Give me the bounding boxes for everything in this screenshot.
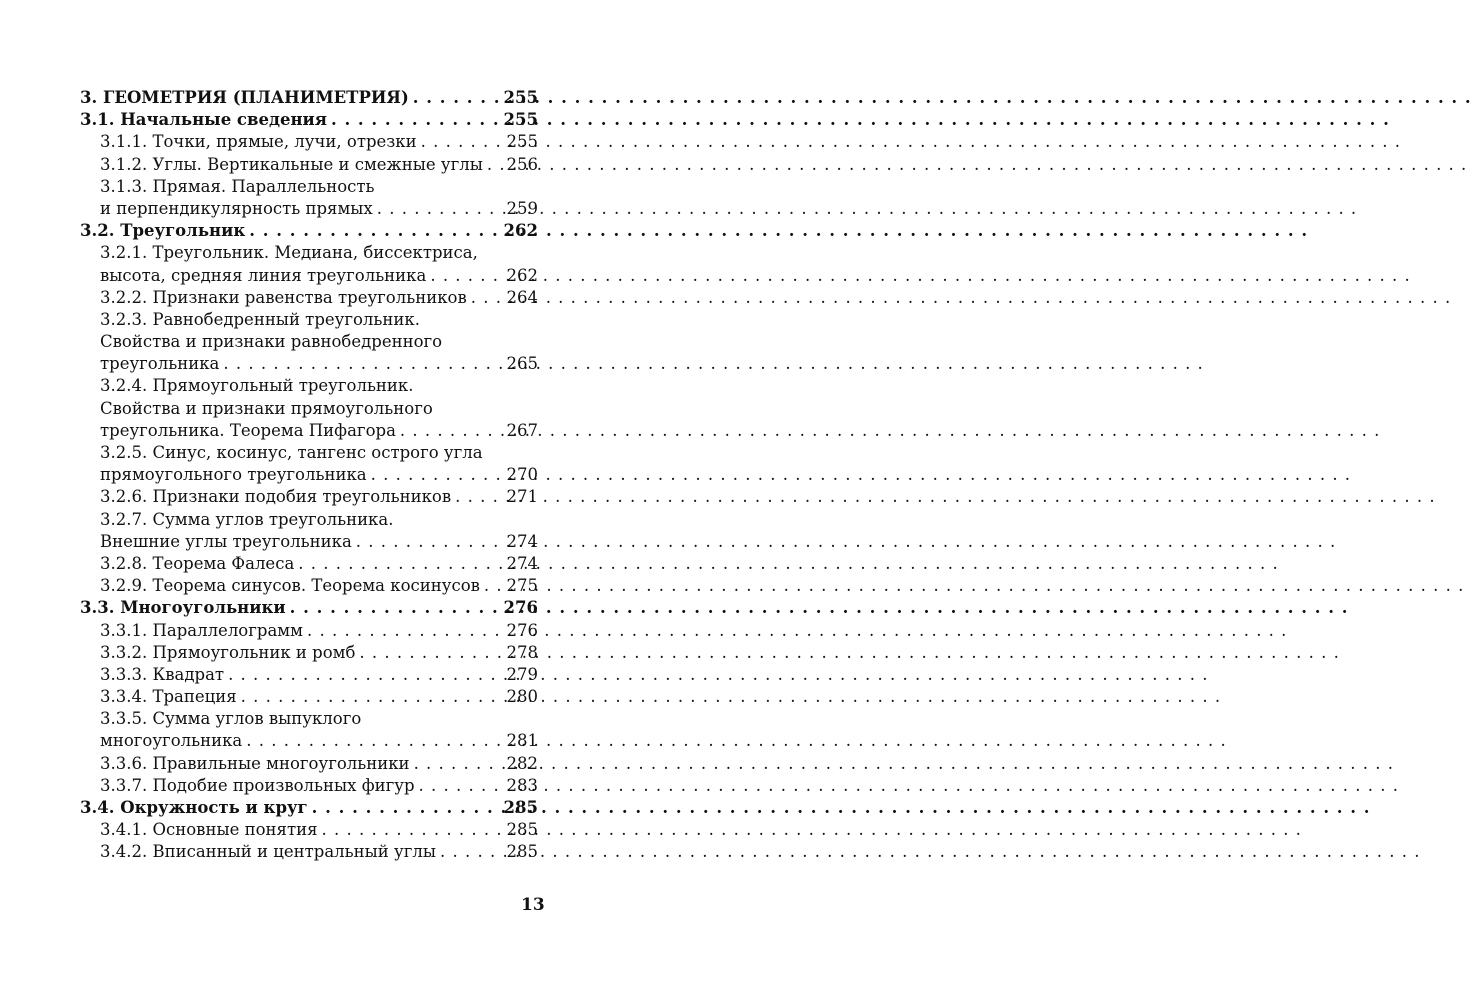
toc-entry	[80, 575, 538, 597]
dot-leader	[321, 819, 502, 841]
toc-entry	[80, 353, 538, 375]
toc-entry-page: 285	[506, 842, 538, 862]
toc-entry	[80, 176, 538, 198]
dot-leader	[371, 464, 502, 486]
toc-entry-title: 3.4.1. Основные понятия	[100, 820, 318, 840]
toc-entry	[80, 509, 538, 531]
toc-entry	[80, 486, 538, 508]
toc-entry-page: 264	[506, 287, 538, 307]
dot-leader	[471, 287, 502, 309]
toc-entry-page: 262	[506, 265, 538, 285]
toc-entry-page: 270	[506, 465, 538, 485]
toc-entry-title: 3.3.3. Квадрат	[100, 664, 225, 684]
toc-entry	[80, 730, 538, 752]
toc-entry-title: 3.3.1. Параллелограмм	[100, 620, 303, 640]
toc-entry-page: 280	[506, 687, 538, 707]
toc-entry-title: 3.2.8. Теорема Фалеса	[100, 553, 295, 573]
dot-leader	[400, 420, 502, 442]
toc-entry-title: 3.3.2. Прямоугольник и ромб	[100, 642, 356, 662]
toc-entry	[80, 686, 538, 708]
toc-entry-title: 3.1.2. Углы. Вертикальные и смежные углы	[100, 154, 483, 174]
toc-entry	[80, 420, 538, 442]
toc-entry-title: прямоугольного треугольника	[100, 465, 367, 485]
toc-entry	[80, 331, 538, 353]
toc-entry-title: Свойства и признаки прямоугольного	[100, 398, 433, 418]
toc-entry-page: 255	[503, 88, 538, 107]
dot-leader	[440, 841, 502, 863]
toc-entry	[80, 464, 538, 486]
toc-entry-page: 275	[506, 576, 538, 596]
dot-leader	[290, 597, 500, 619]
dot-leader	[331, 109, 500, 131]
dot-leader	[487, 154, 502, 176]
toc-entry-title: 3.2.7. Сумма углов треугольника.	[100, 509, 394, 529]
toc-entry-title: 3.4. Окружность и круг	[80, 798, 308, 817]
toc-entry	[80, 131, 538, 153]
dot-leader	[421, 131, 502, 153]
toc-entry	[80, 442, 538, 464]
toc-entry-title: и перпендикулярность прямых	[100, 198, 373, 218]
toc-entry	[80, 309, 538, 331]
toc-entry	[80, 531, 538, 553]
toc-section-entry	[80, 797, 538, 819]
toc-entry-page: 279	[506, 664, 538, 684]
dot-leader	[307, 620, 502, 642]
toc-section-entry	[80, 597, 538, 619]
toc-entry-title: 3.2.6. Признаки подобия треугольников	[100, 487, 452, 507]
toc-entry	[80, 775, 538, 797]
toc-entry	[80, 242, 538, 264]
toc-entry-title: 3.2. Треугольник	[80, 221, 246, 241]
toc-entry-page: 282	[506, 753, 538, 773]
toc-entry-page: 271	[506, 487, 538, 507]
dot-leader	[298, 553, 502, 575]
toc-entry-page: 276	[506, 620, 538, 640]
toc-entry-page: 255	[503, 110, 538, 130]
toc-entry-title: 3.1.3. Прямая. Параллельность	[100, 176, 375, 196]
toc-entry	[80, 375, 538, 397]
toc-entry-title: 3.2.9. Теорема синусов. Теорема косинусов	[100, 576, 480, 596]
dot-leader	[413, 87, 500, 109]
toc-entry	[80, 708, 538, 730]
toc-entry-page: 278	[506, 642, 538, 662]
dot-leader	[430, 265, 502, 287]
toc-section-entry	[80, 220, 538, 242]
toc-entry-title: многоугольника	[100, 731, 243, 751]
dot-leader	[377, 198, 502, 220]
toc-entry	[80, 553, 538, 575]
toc-entry-title: 3.3. Многоугольники	[80, 598, 286, 618]
toc-entry-title: треугольника	[100, 354, 220, 374]
toc-entry-title: 3.3.7. Подобие произвольных фигур	[100, 775, 415, 795]
toc-entry-title: 3.2.1. Треугольник. Медиана, биссектриса,	[100, 243, 478, 263]
toc-entry	[80, 287, 538, 309]
toc-entry-title: высота, средняя линия треугольника	[100, 265, 427, 285]
toc-entry-page: 255	[506, 132, 538, 152]
toc-entry-page: 285	[503, 798, 538, 817]
toc-entry-title: треугольника. Теорема Пифагора	[100, 420, 396, 440]
dot-leader	[246, 730, 502, 752]
toc-entry-page: 267	[506, 420, 538, 440]
dot-leader	[356, 531, 502, 553]
toc-entry-title: Свойства и признаки равнобедренного	[100, 332, 443, 352]
toc-entry	[80, 819, 538, 841]
toc-entry	[80, 620, 538, 642]
page-number: 13	[521, 895, 545, 915]
toc-entry-page: 283	[506, 775, 538, 795]
toc-entry	[80, 198, 538, 220]
toc-entry-page: 276	[503, 598, 538, 618]
toc-entry-title: 3.1. Начальные сведения	[80, 110, 327, 130]
toc-entry-page: 259	[506, 198, 538, 218]
dot-leader	[455, 486, 502, 508]
toc-entry-page: 285	[506, 820, 538, 840]
dot-leader	[223, 353, 502, 375]
toc-entry-title: Внешние углы треугольника	[100, 531, 352, 551]
toc-entry-title: 3.2.4. Прямоугольный треугольник.	[100, 376, 414, 396]
toc-entry	[80, 398, 538, 420]
toc-entry-page: 265	[506, 354, 538, 374]
toc-entry-title: 3.3.6. Правильные многоугольники	[100, 753, 410, 773]
dot-leader	[249, 220, 499, 242]
toc-entry-page: 274	[506, 553, 538, 573]
toc-entry	[80, 753, 538, 775]
dot-leader	[359, 642, 502, 664]
dot-leader	[241, 686, 502, 708]
toc-entry-page: 274	[506, 531, 538, 551]
toc-entry-page: 281	[506, 731, 538, 751]
toc-entry-title: 3.2.2. Признаки равенства треугольников	[100, 287, 467, 307]
toc-entry-title: 3.4.2. Вписанный и центральный углы	[100, 842, 436, 862]
toc-section-entry	[80, 109, 538, 131]
toc-entry-title: 3.3.5. Сумма углов выпуклого	[100, 709, 362, 729]
toc-entry	[80, 642, 538, 664]
toc-entry	[80, 265, 538, 287]
toc-entry-page: 256	[506, 154, 538, 174]
toc-entry	[80, 154, 538, 176]
toc-section-entry	[80, 87, 538, 109]
toc-entry-title: 3.1.1. Точки, прямые, лучи, отрезки	[100, 132, 417, 152]
toc-entry-title: 3.2.3. Равнобедренный треугольник.	[100, 309, 420, 329]
toc-entry	[80, 664, 538, 686]
toc-entry	[80, 841, 538, 863]
dot-leader	[484, 575, 502, 597]
toc-entry-page: 262	[503, 221, 538, 241]
toc-entry-title: 3.3.4. Трапеция	[100, 687, 237, 707]
dot-leader	[312, 797, 500, 819]
dot-leader	[414, 753, 502, 775]
toc-entry-title: 3. ГЕОМЕТРИЯ (ПЛАНИМЕТРИЯ)	[80, 88, 409, 107]
table-of-contents	[80, 87, 538, 864]
dot-leader	[419, 775, 502, 797]
toc-entry-title: 3.2.5. Синус, косинус, тангенс острого угла	[100, 443, 483, 462]
dot-leader	[228, 664, 502, 686]
